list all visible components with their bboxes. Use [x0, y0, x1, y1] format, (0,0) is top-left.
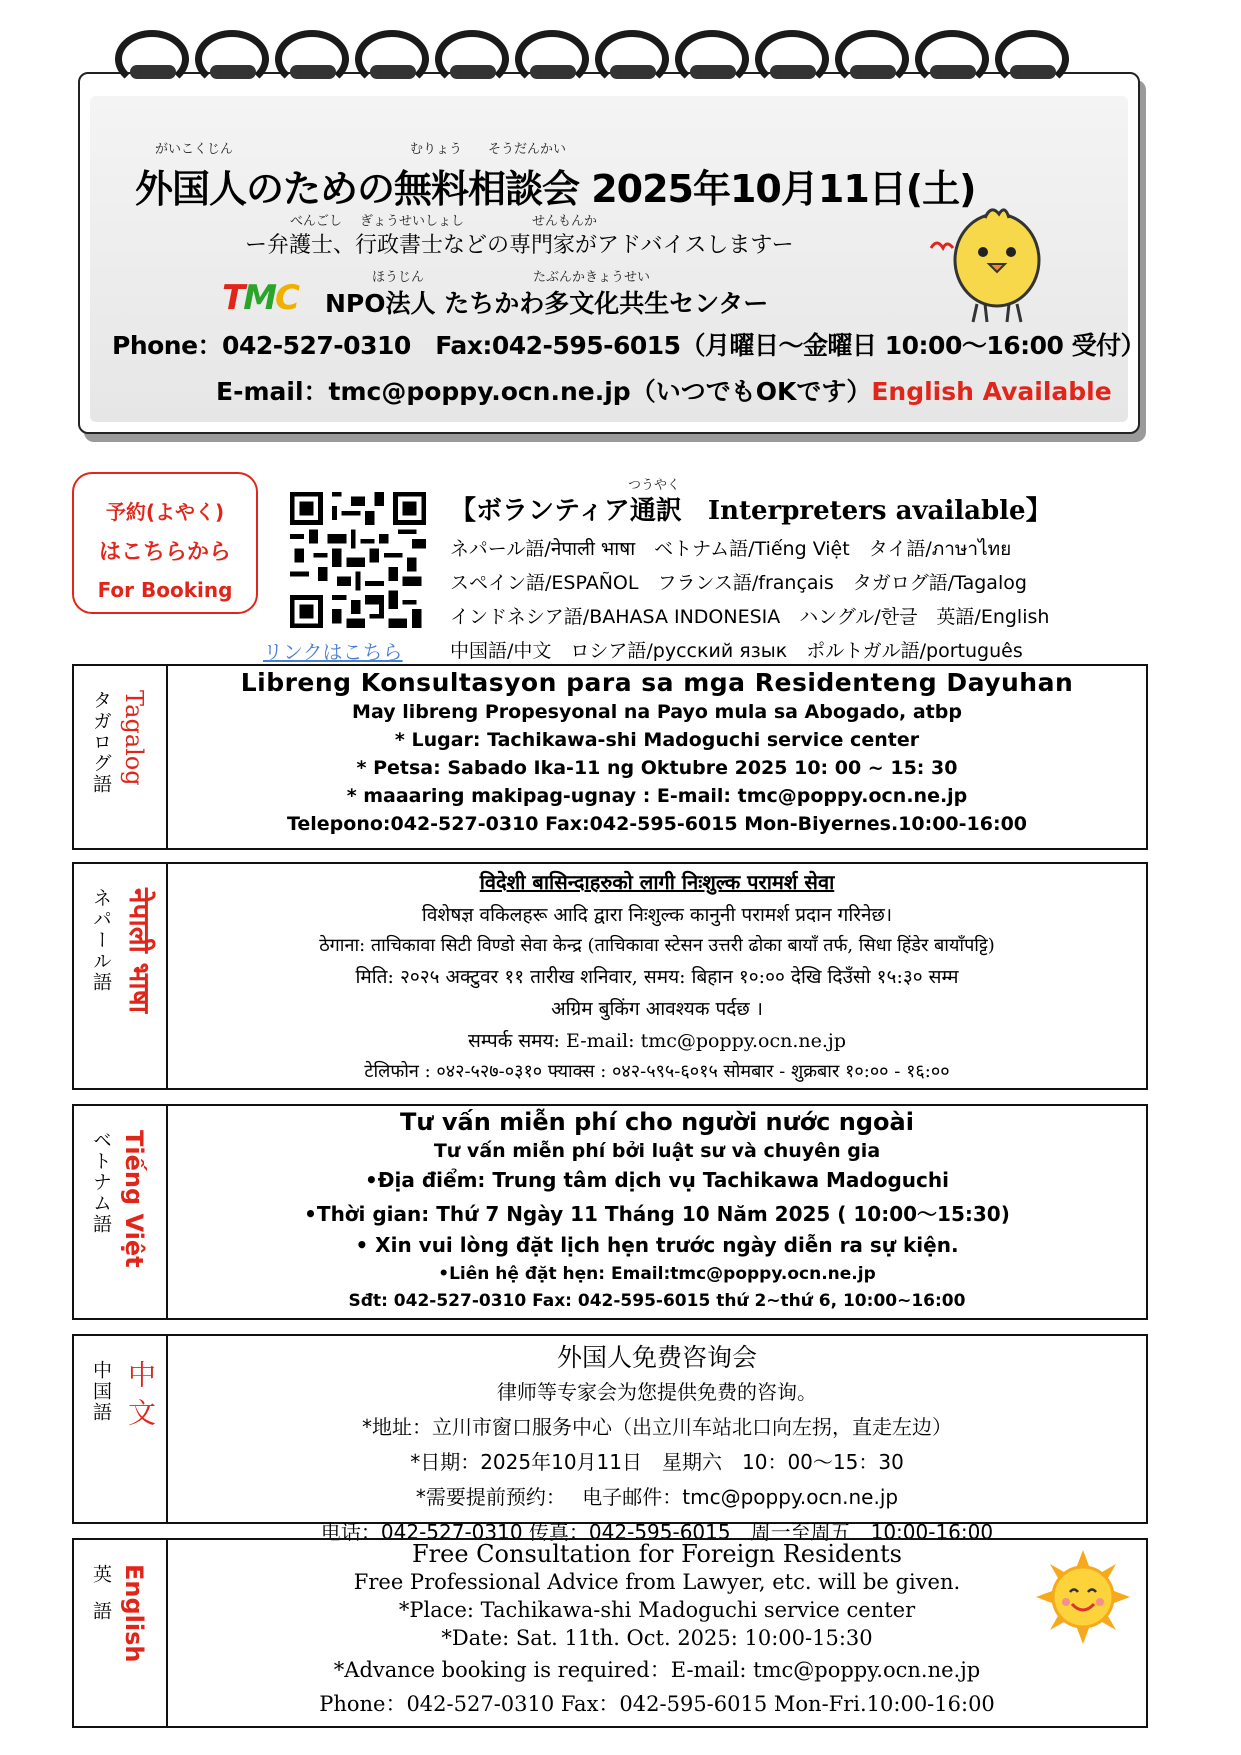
ruby-gyouseishoshi: ぎょうせいしょし: [360, 214, 465, 229]
spiral-binding: [115, 30, 1075, 100]
tmc-logo: [222, 278, 298, 318]
section-native-label: Tiếng Việt: [120, 1130, 148, 1268]
section-side-label: [74, 666, 168, 848]
section-line: विशेषज्ञ वकिलहरू आदि द्वारा निःशुल्क कानुनी परामर्श प्रदान गरिनेछ।: [421, 904, 893, 926]
english-available: English Available: [871, 377, 1112, 406]
logo-letter-m: M: [243, 278, 276, 318]
section-jp-label: タガログ語: [90, 690, 112, 795]
section-body: [168, 1540, 1146, 1726]
section-jp-label: ネパール語: [90, 888, 112, 993]
section-body: [168, 864, 1146, 1088]
spiral-ring: [115, 30, 189, 88]
section-english: [72, 1538, 1148, 1728]
ruby-gaikokujin: がいこくじん: [155, 142, 234, 157]
booking-button[interactable]: [72, 472, 258, 614]
logo-letter-t: T: [222, 278, 244, 318]
interpreters-title: 【ボランティア通訳 Interpreters available】: [450, 496, 1052, 526]
booking-label-en: For Booking: [97, 578, 233, 602]
booking-label-yoyaku: 予約(よやく): [105, 500, 225, 524]
section-heading: विदेशी बासिन्दाहरुको लागी निःशुल्क परामर्श सेवा: [479, 870, 835, 894]
section-line: *地址：立川市窗口服务中心（出立川车站北口向左拐，直走左边）: [362, 1415, 952, 1439]
section-chinese: [72, 1334, 1148, 1544]
section-line: मिति: २०२५ अक्टुवर ११ तारीख शनिवार, समय: बिहान १०:०० देखि दिउँसो १५:३० सम्म: [355, 966, 959, 988]
section-jp-label: 英語: [90, 1564, 112, 1638]
section-side-label: [74, 1106, 168, 1318]
section-side-label: [74, 864, 168, 1088]
interpreter-languages-row: ネパール語/नेपाली भाषा ベトナム語/Tiếng Việt タイ語/ภาษาไทย: [450, 538, 1012, 560]
section-native-label: Tagalog: [120, 690, 148, 786]
section-body: [168, 666, 1146, 848]
section-heading: Libreng Konsultasyon para sa mga Residenteng Dayuhan: [240, 668, 1074, 697]
section-line: Sđt: 042-527-0310 Fax: 042-595-6015 thứ 2~thứ 6, 10:00~16:00: [348, 1291, 966, 1311]
section-nepali: [72, 862, 1148, 1090]
section-line: 电话：042-527-0310 传真：042-595-6015 周一至周五 10:00-16:00: [320, 1520, 994, 1544]
ruby-bengoshi: べんごし: [290, 214, 343, 229]
organization-name: NPO法人 たちかわ多文化共生センター: [325, 289, 769, 318]
section-line: • Xin vui lòng đặt lịch hẹn trước ngày diễn ra sự kiện.: [355, 1233, 959, 1257]
sun-illustration: [1036, 1550, 1130, 1644]
section-line: Tư vấn miễn phí bởi luật sư và chuyên gia: [433, 1140, 881, 1162]
section-line: •Thời gian: Thứ 7 Ngày 11 Tháng 10 Năm 2025 ( 10:00～15:30): [304, 1202, 1010, 1226]
section-line: *日期：2025年10月11日 星期六 10：00～15：30: [410, 1450, 904, 1474]
section-jp-label: ベトナム語: [90, 1130, 112, 1235]
spiral-ring: [595, 30, 669, 88]
ruby-soudankai: そうだんかい: [488, 142, 567, 157]
section-body: [168, 1336, 1146, 1544]
section-line: * Lugar: Tachikawa-shi Madoguchi service center: [394, 729, 920, 751]
section-line: Free Professional Advice from Lawyer, etc. will be given.: [353, 1570, 961, 1594]
spiral-ring: [435, 30, 509, 88]
spiral-ring: [915, 30, 989, 88]
email-text: E-mail：tmc@poppy.ocn.ne.jp（いつでもOKです）: [216, 377, 872, 406]
section-line: Telepono:042-527-0310 Fax:042-595-6015 Mon-Biyernes.10:00-16:00: [286, 813, 1028, 835]
contact-email: [216, 372, 1112, 408]
interpreter-languages-row: 中国語/中文 ロシア語/русский язык ポルトガル語/português: [450, 640, 1023, 662]
section-jp-label: 中国語: [90, 1360, 112, 1423]
section-line: *Advance booking is required：E-mail: tmc@poppy.ocn.ne.jp: [333, 1658, 981, 1682]
section-line: *Place: Tachikawa-shi Madoguchi service center: [398, 1598, 916, 1622]
spiral-ring: [755, 30, 829, 88]
ruby-tsuuyaku: つうやく: [628, 478, 681, 493]
spiral-ring: [355, 30, 429, 88]
section-line: सम्पर्क समय: E-mail: tmc@poppy.ocn.ne.jp: [468, 1030, 846, 1052]
spiral-ring: [195, 30, 269, 88]
contact-phone: Phone：042-527-0310 Fax:042-595-6015（月曜日～金曜日 10:00～16:00 受付）: [112, 331, 1146, 360]
section-line: * maaaring makipag-ugnay : E-mail: tmc@poppy.ocn.ne.jp: [346, 785, 968, 807]
section-native-label: नेपाली भाषा: [123, 888, 156, 1014]
section-line: •Địa điểm: Trung tâm dịch vụ Tachikawa Madoguchi: [365, 1168, 949, 1192]
ruby-muryou: むりょう: [410, 142, 463, 157]
section-heading: Free Consultation for Foreign Residents: [412, 1540, 902, 1568]
section-tagalog: [72, 664, 1148, 850]
booking-link[interactable]: リンクはこちら: [263, 640, 403, 664]
section-line: ठेगाना: ताचिकावा सिटी विण्डो सेवा केन्द्र (ताचिकावा स्टेसन उत्तरी ढोका बायाँ तर्फ, सिधा हिंडेर बायाँपट्टि): [319, 935, 995, 956]
section-line: *Date: Sat. 11th. Oct. 2025: 10:00-15:30: [441, 1626, 873, 1650]
section-heading: 外国人免费咨询会: [556, 1343, 757, 1372]
section-line: *需要提前预约： 电子邮件：tmc@poppy.ocn.ne.jp: [415, 1485, 899, 1509]
qr-code-icon[interactable]: [290, 492, 426, 628]
section-body: [168, 1106, 1146, 1318]
spiral-ring: [515, 30, 589, 88]
section-side-label: [74, 1336, 168, 1522]
logo-letter-c: C: [275, 278, 298, 318]
section-line: टेलिफोन : ०४२-५२७-०३१० फ्याक्स : ०४२-५९५-६०१५ सोमबार - शुक्रबार १०:०० - १६:००: [364, 1061, 950, 1082]
ruby-houjin: ほうじん: [372, 270, 425, 285]
section-native-label: 中文: [124, 1360, 157, 1436]
page-title: 外国人のための無料相談会 2025年10月11日(土): [135, 167, 976, 211]
section-line: •Liên hệ đặt hẹn: Email:tmc@poppy.ocn.ne.jp: [438, 1264, 876, 1284]
spiral-ring: [835, 30, 909, 88]
section-native-label: English: [120, 1564, 148, 1663]
section-line: May libreng Propesyonal na Payo mula sa Abogado, atbp: [352, 701, 962, 723]
section-line: * Petsa: Sabado Ika-11 ng Oktubre 2025 10: 00 ~ 15: 30: [356, 757, 958, 779]
section-line: 律师等专家会为您提供免费的咨询。: [497, 1380, 817, 1404]
section-line: Phone：042-527-0310 Fax：042-595-6015 Mon-Fri.10:00-16:00: [319, 1692, 995, 1716]
spiral-ring: [995, 30, 1069, 88]
interpreter-languages-row: インドネシア語/BAHASA INDONESIA ハングル/한글 英語/English: [450, 606, 1050, 628]
ruby-senmonka: せんもんか: [532, 214, 598, 229]
spiral-ring: [675, 30, 749, 88]
chick-illustration: [925, 200, 1045, 330]
section-side-label: [74, 1540, 168, 1726]
page-subtitle: ー弁護士、行政書士などの専門家がアドバイスしますー: [245, 233, 794, 258]
section-vietnamese: [72, 1104, 1148, 1320]
ruby-tabunka: たぶんかきょうせい: [533, 270, 651, 285]
section-line: अग्रिम बुकिंग आवश्यक पर्दछ ।: [551, 998, 763, 1020]
section-heading: Tư vấn miễn phí cho người nước ngoài: [400, 1108, 914, 1136]
booking-label-kochira: はこちらから: [98, 540, 231, 565]
spiral-ring: [275, 30, 349, 88]
interpreter-languages-row: スペイン語/ESPAÑOL フランス語/français タガログ語/Tagalog: [450, 572, 1027, 594]
